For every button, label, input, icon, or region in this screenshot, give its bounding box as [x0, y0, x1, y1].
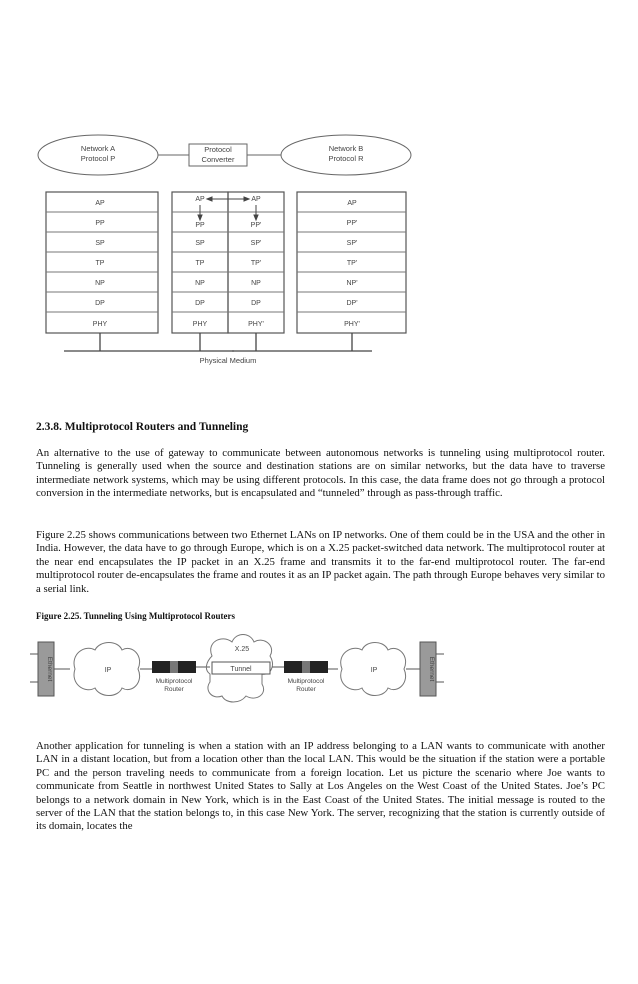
ethernet-left-label: Ethernet: [46, 656, 53, 682]
paragraph-3: Another application for tunneling is when a station with an IP address belonging to a LAN wants to communicate with another LAN in a distant location, but from a location other than the local LAN. This would be the situation if the station were a portable PC and the person traveling needs to communicate from a foreign location. Let us picture the scenario where Joe wants to communicate from Seattle in northwest United States to Sally at Los Angeles on the West Coast of the United States. Joe’s PC belongs to a network domain in New York, which is in the East Coast of the United States. The initial message is routed to the server of the LAN that the station belongs to, in this case New York. The server, recognizing that the station is currently outside of its domain, locates the: [36, 740, 605, 833]
stack-a-layer: PP: [95, 220, 105, 227]
physical-medium-lines: [64, 333, 372, 351]
network-a-label-2: Protocol P: [80, 154, 116, 163]
stack-c1-layer: TP: [195, 260, 205, 267]
stack-b-layer: TP': [346, 260, 358, 267]
stack-c2-layer: AP: [251, 196, 261, 203]
network-b-label-2: Protocol R: [328, 154, 364, 163]
protocol-converter-figure: [0, 0, 638, 400]
router-left-label-1: Multiprotocol: [155, 678, 193, 685]
stack-c1-layer: SP: [195, 240, 205, 247]
stack-a-layer: AP: [95, 200, 105, 207]
stack-network-b: [297, 192, 406, 333]
stack-c2-layer: DP: [251, 300, 261, 307]
stack-b-layer: PHY': [344, 321, 360, 328]
stack-b-layer: NP': [346, 280, 358, 287]
stack-b-layer: SP': [346, 240, 358, 247]
router-left-label-2: Router: [164, 686, 184, 693]
figure-caption: Figure 2.25. Tunneling Using Multiprotocol Routers: [36, 611, 235, 621]
protocol-converter-label-2: Converter: [201, 155, 235, 164]
ethernet-right-label: Ethernet: [428, 656, 435, 682]
protocol-converter-label-1: Protocol: [204, 145, 232, 154]
x25-label: X.25: [234, 646, 250, 653]
router-right-label-1: Multiprotocol: [287, 678, 325, 685]
paragraph-1: An alternative to the use of gateway to communicate between autonomous networks is tunneling using multiprotocol router. Tunneling is generally used when the source and destination stations are on similar networks, but the data have to traverse intermediate network systems, which may be using different protocols. In this case, the data frame does not go through a protocol conversion in the intermediate networks, but is encapsulated and “tunneled” through as pass-through traffic.: [36, 447, 605, 500]
stack-a-layer: NP: [95, 280, 105, 287]
stack-a-layer: TP: [95, 260, 105, 267]
stack-network-a: [46, 192, 158, 333]
stack-converter: [172, 192, 284, 333]
stack-c2-layer: PHY': [248, 321, 264, 328]
stack-c1-layer: PHY: [192, 321, 208, 328]
stack-c2-layer: NP: [251, 280, 261, 287]
stack-a-layer: PHY: [92, 321, 108, 328]
paragraph-2: Figure 2.25 shows communications between two Ethernet LANs on IP networks. One of them could be in the USA and the other in India. However, the data have to go through Europe, which is on a X.25 packet-switched data network. The multiprotocol router at the near end encapsulates the IP packet in an X.25 frame and transmits it to the far-end multiprotocol router. The far-end multiprotocol router de-encapsulates the frame and routes it as an IP packet again. The path through Europe behaves very similar to a serial link.: [36, 529, 605, 595]
stack-a-layer: DP: [95, 300, 105, 307]
stack-c2-layer: SP': [250, 240, 262, 247]
router-right-icon: [284, 661, 328, 673]
router-left-icon: [152, 661, 196, 673]
stack-c2-layer: TP': [250, 260, 262, 267]
ip-right-label: IP: [370, 667, 378, 674]
stack-b-layer: AP: [347, 200, 357, 207]
stack-c2-layer: PP': [250, 222, 262, 229]
stack-c1-layer: AP: [195, 196, 205, 203]
stack-b-layer: PP': [346, 220, 358, 227]
network-b-label-1: Network B: [328, 144, 364, 153]
section-heading: 2.3.8. Multiprotocol Routers and Tunneling: [36, 421, 249, 433]
stack-c1-layer: DP: [195, 300, 205, 307]
physical-medium-label: Physical Medium: [199, 356, 257, 365]
stack-a-layer: SP: [95, 240, 105, 247]
network-a-label-1: Network A: [80, 144, 116, 153]
stack-c1-layer: NP: [195, 280, 205, 287]
tunneling-figure: [0, 632, 638, 722]
stack-c1-layer: PP: [195, 222, 205, 229]
ip-left-label: IP: [104, 667, 112, 674]
router-right-label-2: Router: [296, 686, 316, 693]
tunnel-label: Tunnel: [230, 666, 252, 673]
stack-b-layer: DP': [346, 300, 358, 307]
